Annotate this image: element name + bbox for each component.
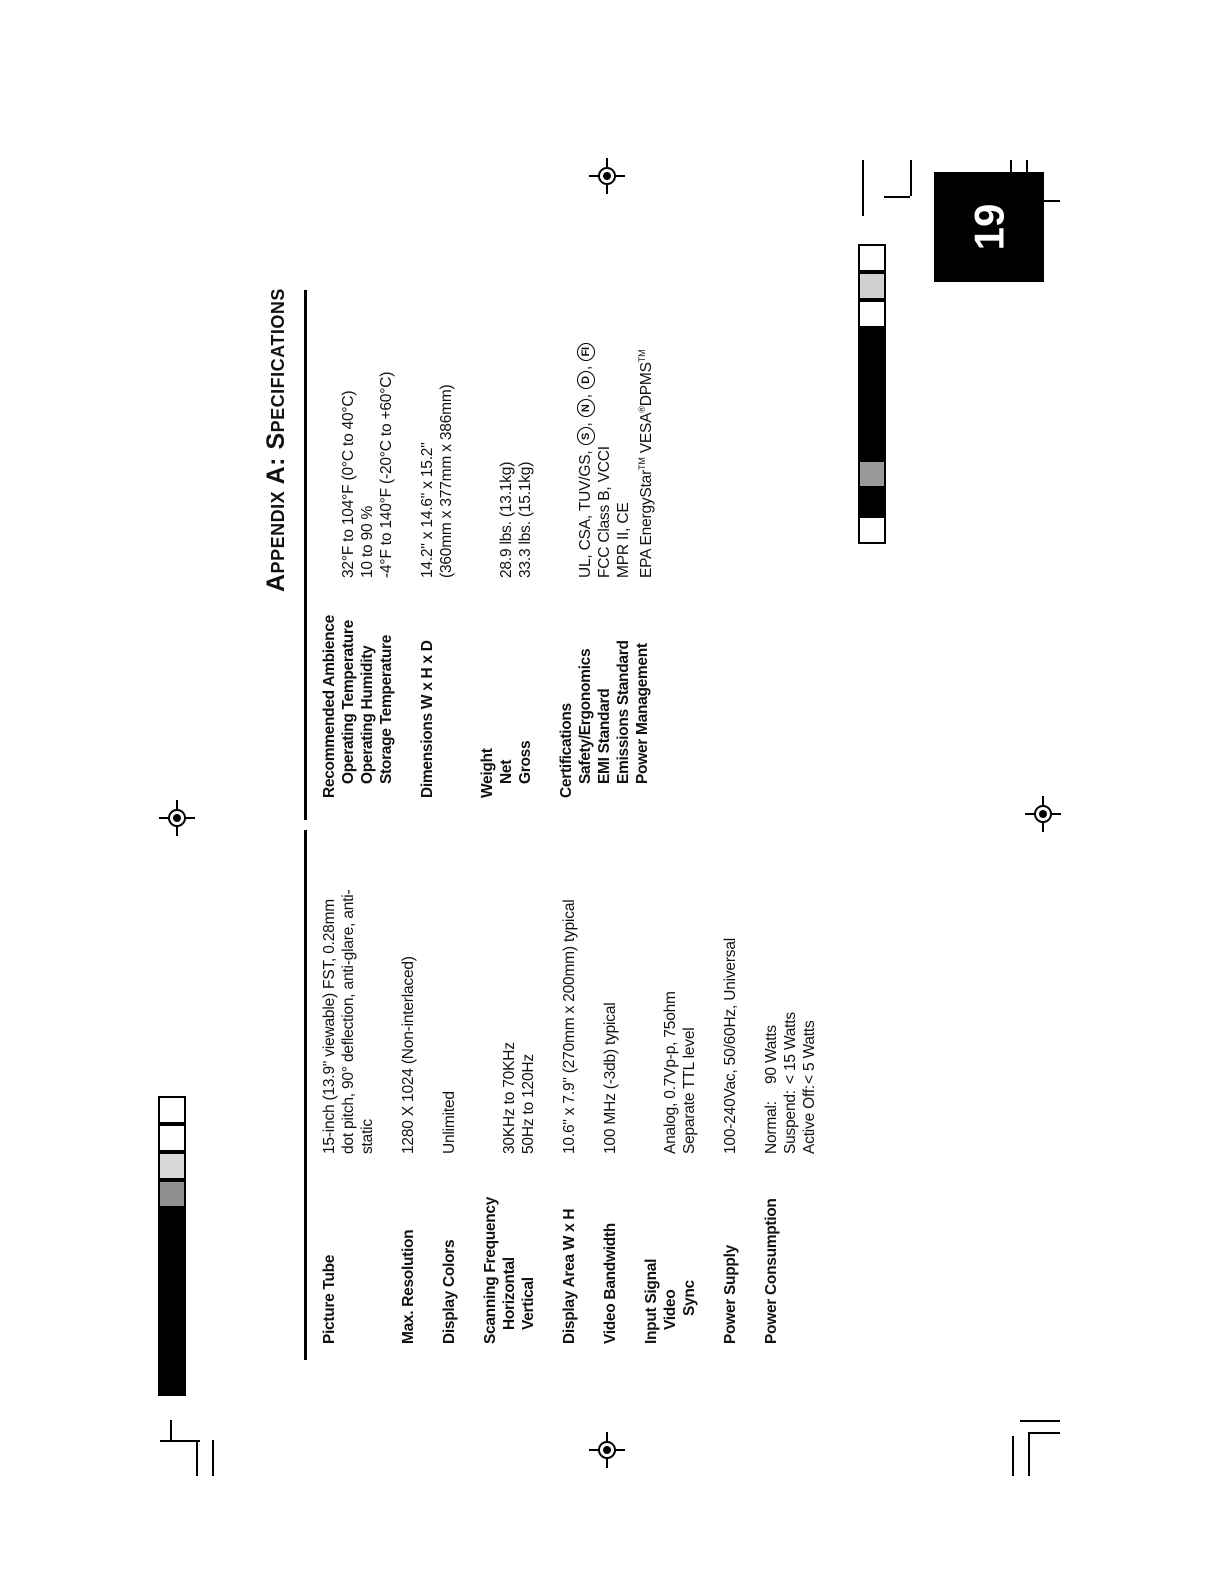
spec-value: (360mm x 377mm x 386mm): [438, 384, 455, 578]
rule-left: [304, 830, 307, 1360]
spec-value: MPR II, CE: [615, 502, 632, 578]
power-mode: Active Off:: [801, 1084, 818, 1154]
cert-mark-icon: S: [577, 427, 595, 445]
calibration-strip: [858, 244, 886, 328]
registration-mark: [589, 1432, 625, 1468]
spec-row: [418, 278, 456, 798]
page-number: 19: [965, 203, 1012, 251]
calibration-bar: [158, 1208, 186, 1396]
spec-label: Recommended Ambience: [321, 615, 338, 798]
rule-right: [304, 290, 307, 820]
spec-sublabel: Emissions Standard: [615, 640, 632, 784]
spec-sublabel: Power Management: [634, 643, 651, 784]
spec-value: EPA EnergyStar™ VESA®DPMS™: [637, 349, 656, 578]
crop-mark: [910, 160, 912, 196]
spec-value: -4°F to 140°F (-20°C to +60°C): [378, 371, 395, 578]
spec-label: Weight: [479, 748, 496, 798]
cert-mark-icon: D: [577, 371, 595, 389]
spec-label: Power Consumption: [763, 1198, 780, 1344]
spec-row: [399, 894, 418, 1344]
crop-mark: [1028, 1432, 1060, 1434]
spec-value: dot pitch, 90° deflection, anti-glare, anti-: [340, 889, 357, 1154]
spec-value: 50Hz to 120Hz: [520, 1054, 537, 1154]
crop-mark: [884, 196, 910, 198]
registration-mark: [1025, 796, 1061, 832]
page-title: APPENDIX A: SPECIFICATIONS: [262, 288, 290, 592]
registration-mark: [159, 800, 195, 836]
spec-column-left: [320, 889, 841, 1344]
spec-row: [642, 894, 699, 1344]
spec-sublabel: Horizontal: [501, 1257, 518, 1330]
spec-value: 10 to 90 %: [359, 505, 376, 578]
power-watts: < 15 Watts: [782, 1012, 799, 1084]
spec-sublabel: Safety/Ergonomics: [577, 648, 594, 784]
crop-mark: [212, 1440, 214, 1476]
spec-label: Display Area W x H: [561, 1208, 578, 1344]
spec-row: [440, 894, 459, 1344]
cert-mark-icon: FI: [577, 343, 595, 361]
spec-sublabel: Vertical: [520, 1277, 537, 1330]
spec-value: 100 MHz (-3db) typical: [602, 1002, 619, 1154]
spec-label: Scanning Frequency: [482, 1196, 499, 1344]
spec-value: static: [359, 1119, 376, 1154]
spec-row-power-consumption: [762, 894, 819, 1344]
spec-value: 14.2" x 14.6" x 15.2": [419, 442, 436, 578]
spec-value: 33.3 lbs. (15.1kg): [517, 461, 534, 578]
spec-sublabel: Video: [662, 1289, 679, 1330]
spec-value: 10.6" x 7.9" (270mm x 200mm) typical: [561, 899, 578, 1154]
spec-label: Power Supply: [722, 1245, 739, 1344]
crop-mark: [862, 160, 864, 216]
spec-label: Video Bandwidth: [602, 1223, 619, 1344]
crop-mark: [170, 1420, 172, 1440]
page-number-tab: [934, 172, 1044, 282]
spec-sublabel: EMI Standard: [596, 688, 613, 784]
spec-sublabel: Gross: [517, 740, 534, 784]
spec-sublabel: Sync: [681, 1280, 698, 1316]
power-watts: 90 Watts: [763, 1025, 780, 1084]
spec-row: [320, 278, 396, 798]
spec-sublabel: Operating Humidity: [359, 645, 376, 784]
cert-mark-icon: N: [577, 399, 595, 417]
spec-row: [481, 894, 538, 1344]
spec-value: UL, CSA, TUV/GS, S, N, D, FI: [576, 278, 595, 578]
crop-mark: [196, 1440, 198, 1476]
crop-mark: [160, 1440, 200, 1442]
spec-label: Max. Resolution: [400, 1229, 417, 1344]
spec-row: [721, 894, 740, 1344]
crop-mark: [1012, 1436, 1014, 1476]
spec-value: 1280 X 1024 (Non-interlaced): [400, 956, 417, 1154]
spec-label: Certifications: [558, 703, 575, 798]
spec-value: FCC Class B, VCCI: [596, 446, 613, 578]
power-watts: < 5 Watts: [801, 1020, 818, 1084]
spec-value: 32°F to 104°F (0°C to 40°C): [340, 390, 357, 578]
power-mode: Suspend:: [782, 1090, 799, 1154]
crop-mark: [1020, 1420, 1060, 1422]
spec-page: [260, 290, 820, 1360]
registration-mark: [589, 158, 625, 194]
spec-label: Picture Tube: [321, 1254, 338, 1344]
crop-mark: [1028, 1432, 1030, 1476]
spec-row: [320, 889, 377, 1344]
spec-value: Analog, 0.7Vp-p, 75ohm: [662, 991, 679, 1154]
spec-sublabel: Operating Temperature: [340, 620, 357, 784]
spec-value: 100-240Vac, 50/60Hz, Universal: [722, 937, 739, 1154]
spec-row: [601, 894, 620, 1344]
spec-value: 30KHz to 70KHz: [501, 1042, 518, 1154]
spec-sublabel: Storage Temperature: [378, 634, 395, 784]
spec-value: 28.9 lbs. (13.1kg): [498, 461, 515, 578]
spec-label: Dimensions W x H x D: [419, 640, 436, 798]
calibration-strip: [858, 460, 886, 544]
calibration-strip: [158, 1096, 186, 1208]
spec-row-certifications: [557, 278, 656, 798]
spec-value: Unlimited: [441, 1091, 458, 1154]
spec-column-right: [320, 278, 678, 798]
spec-row: [560, 894, 579, 1344]
power-mode: Normal:: [763, 1101, 780, 1154]
spec-label: Display Colors: [441, 1239, 458, 1344]
spec-value: Separate TTL level: [681, 1027, 698, 1154]
spec-row: [478, 278, 535, 798]
spec-value: 15-inch (13.9" viewable) FST, 0.28mm: [321, 898, 338, 1154]
spec-label: Input Signal: [643, 1258, 660, 1344]
spec-sublabel: Net: [498, 759, 515, 784]
